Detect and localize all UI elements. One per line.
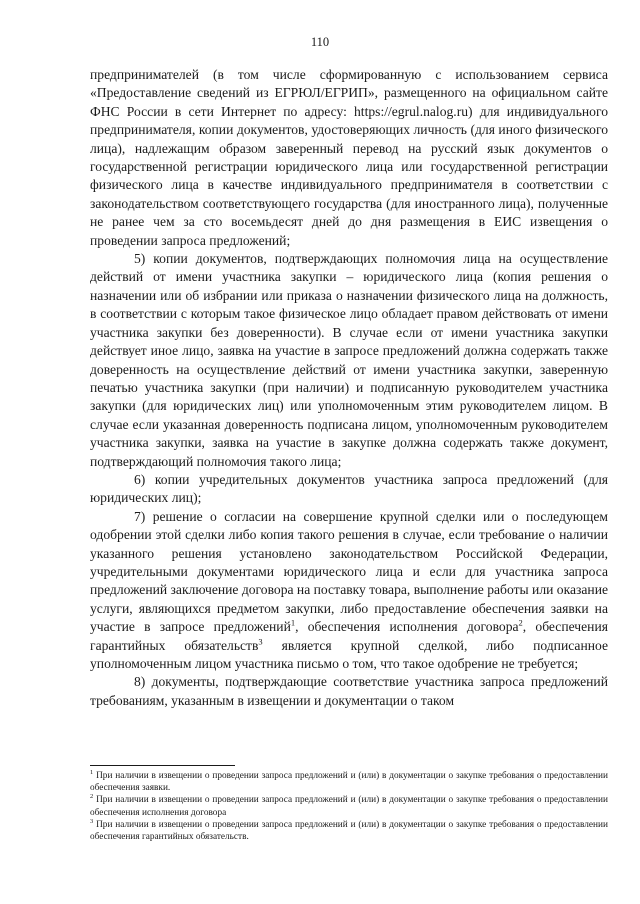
paragraph-item-7 xyxy=(90,508,608,674)
footnotes xyxy=(90,770,608,843)
paragraph-item-8: 8) документы, подтверждающие соответствие участника запроса предложений требованиям, указанным в извещении и документации о таком xyxy=(90,674,608,708)
footnote-1-text: При наличии в извещении о проведении запроса предложений и (или) в документации о закупке требования о предоставлении обеспечения заявки. xyxy=(90,771,608,794)
footnote-separator xyxy=(90,765,235,766)
footnote-1 xyxy=(90,770,608,794)
paragraph-item-7-text: , обеспечения гарантийных обязательств xyxy=(90,619,608,653)
paragraph-item-7-text: 7) решение о согласии на совершение крупной сделки или о последующем одобрении этой сделки либо копия такого решения в случае, если требование о наличии указанного решения установлено законодательством Российской Федерации, учредительными документами юридического лица и если для участника запроса предложений заключение договора на поставку товара, выполнение работы или оказание услуги, являющихся предметом закупки, либо предоставление обеспечения заявки на участие в запросе предложений xyxy=(90,508,609,635)
paragraph-item-6: 6) копии учредительных документов участника запроса предложений (для юридических лиц); xyxy=(90,471,608,506)
page-number: 110 xyxy=(310,35,330,49)
footnote-3-text: При наличии в извещении о проведении запроса предложений и (или) в документации о закупке требования о предоставлении обеспечения гарантийных обязательств. xyxy=(90,819,608,843)
paragraph-item-7-text: является крупной сделкой, либо подписанное уполномоченным лицом участника письмо о том, что такое одобрение не требуется; xyxy=(90,637,608,671)
footnote-2 xyxy=(90,794,608,818)
footnote-mark-3: 3 xyxy=(90,817,94,825)
footnote-ref-3[interactable]: 3 xyxy=(258,636,263,647)
body-text xyxy=(90,66,608,710)
footnote-2-text: При наличии в извещении о проведении запроса предложений и (или) в документации о закупке требования о предоставлении обеспечения исполнения договора xyxy=(90,795,608,818)
footnote-mark-1: 1 xyxy=(90,768,94,776)
footnote-ref-1[interactable]: 1 xyxy=(290,617,296,628)
footnote-3 xyxy=(90,819,608,843)
footnote-ref-2[interactable]: 2 xyxy=(518,617,523,628)
paragraph-item-5: 5) копии документов, подтверждающих полномочия лица на осуществление действий от имени участника закупки – юридического лица (копия решения о назначении или об избрании или приказа о назначении физического лица на должность, в соответствии с которым такое физическое лицо обладает правом действовать от имени участника закупки без доверенности). В случае если от имени участника закупки действует иное лицо, заявка на участие в запросе предложений должна содержать также доверенность на осуществление действий от имени участника закупки, заверенную печатью участника закупки (при наличии) и подписанную руководителем участника закупки (для юридических лиц) или уполномоченным этим руководителем лицом. В случае если указанная доверенность подписана лицом, уполномоченным руководителем участника закупки, заявка на участие в закупке должна содержать также документ, подтверждающий полномочия такого лица; xyxy=(90,251,608,469)
paragraph-continuation: предпринимателей (в том числе сформированную с использованием сервиса «Предоставление сведений из ЕГРЮЛ/ЕГРИП», размещенного на официальном сайте ФНС России в сети Интернет по адресу: https://egrul.nalog.ru) для индивидуального предпринимателя, копии документов, удостоверяющих личность (для иного физического лица), надлежащим образом заверенный перевод на русский язык документов о государственной регистрации юридического лица или государственной регистрации физического лица в качестве индивидуального предпринимателя в соответствии с законодательством соответствующего государства (для иностранного лица), полученные не ранее чем за сто восемьдесят дней до дня размещения в ЕИС извещения о проведении запроса предложений; xyxy=(90,67,608,248)
footnote-mark-2: 2 xyxy=(90,793,94,801)
paragraph-item-7-text: , обеспечения исполнения договора xyxy=(295,619,519,635)
